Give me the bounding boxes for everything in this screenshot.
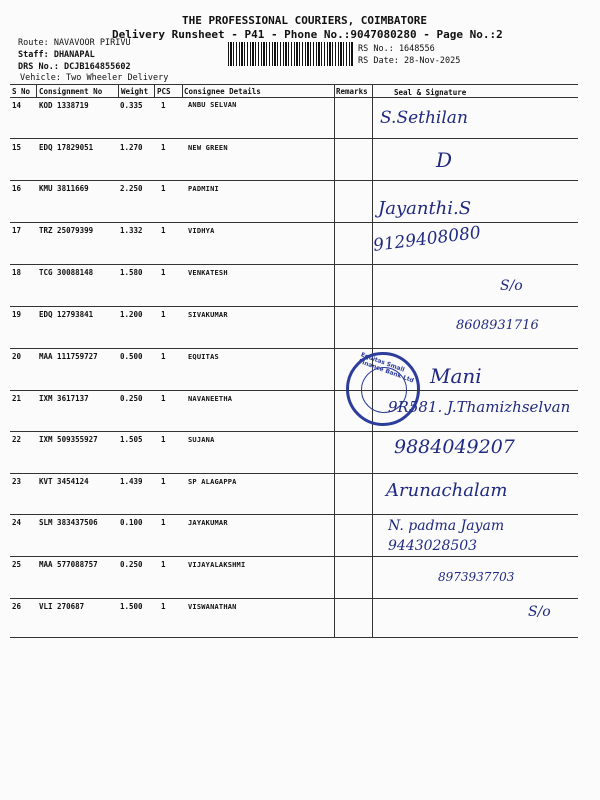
row-pcs: 1: [161, 226, 166, 235]
row-pcs: 1: [161, 477, 166, 486]
stamp-text: Equitas Small Finance Bank Ltd: [357, 351, 415, 385]
row-weight: 0.335: [120, 101, 143, 110]
col-consignment: Consignment No: [39, 87, 103, 96]
row-consignment: TCG 30088148: [39, 268, 94, 277]
col-pcs: PCS: [157, 87, 171, 96]
row-pcs: 1: [161, 143, 166, 152]
row-weight: 1.332: [120, 226, 143, 235]
row-consignee: SUJANA: [188, 436, 215, 444]
row-sno: 23: [12, 477, 22, 486]
row-signature: S/o: [500, 278, 523, 294]
row-weight: 1.505: [120, 435, 143, 444]
row-signature: Arunachalam: [386, 480, 508, 501]
row-consignment: VLI 270687: [39, 602, 85, 611]
row-consignee: VIDHYA: [188, 227, 215, 235]
row-sno: 22: [12, 435, 22, 444]
row-weight: 1.270: [120, 143, 143, 152]
row-consignee: ANBU SELVAN: [188, 101, 237, 109]
row-signature: 9129408080: [372, 222, 482, 256]
row-sno: 25: [12, 560, 22, 569]
row-weight: 1.200: [120, 310, 143, 319]
row-signature: S/o: [528, 604, 551, 620]
vehicle-label: Vehicle: Two Wheeler Delivery: [20, 73, 169, 83]
row-sno: 17: [12, 226, 22, 235]
company-name: THE PROFESSIONAL COURIERS, COIMBATORE: [182, 14, 428, 27]
row-consignment: MAA 577088757: [39, 560, 98, 569]
row-consignment: KMU 3811669: [39, 184, 89, 193]
row-sno: 20: [12, 352, 22, 361]
col-remarks: Remarks: [336, 87, 368, 96]
route-label: Route: NAVAVOOR PIRIVU: [18, 38, 131, 48]
row-consignee: VISWANATHAN: [188, 603, 237, 611]
row-consignee: VIJAYALAKSHMI: [188, 561, 246, 569]
runsheet-title: Delivery Runsheet - P41 - Phone No.:9047080280 - Page No.:2: [112, 28, 503, 41]
row-consignment: SLM 383437506: [39, 518, 98, 527]
rs-date: RS Date: 28-Nov-2025: [358, 56, 461, 66]
row-consignee: NAVANEETHA: [188, 395, 233, 403]
row-pcs: 1: [161, 352, 166, 361]
row-sno: 14: [12, 101, 22, 110]
row-pcs: 1: [161, 268, 166, 277]
row-consignee: SIVAKUMAR: [188, 311, 228, 319]
col-weight: Weight: [121, 87, 149, 96]
row-consignee: VENKATESH: [188, 269, 228, 277]
row-pcs: 1: [161, 518, 166, 527]
row-consignment: IXM 3617137: [39, 394, 89, 403]
row-signature: S.Sethilan: [380, 108, 468, 128]
row-pcs: 1: [161, 101, 166, 110]
row-weight: 1.500: [120, 602, 143, 611]
row-pcs: 1: [161, 394, 166, 403]
row-sno: 15: [12, 143, 22, 152]
row-pcs: 1: [161, 310, 166, 319]
col-consignee: Consignee Details: [184, 87, 261, 96]
row-consignment: EDQ 12793841: [39, 310, 94, 319]
row-weight: 0.500: [120, 352, 143, 361]
row-signature: N. padma Jayam 9443028503: [388, 518, 505, 554]
col-sno: S No: [12, 87, 31, 96]
row-sno: 18: [12, 268, 22, 277]
row-sno: 21: [12, 394, 22, 403]
row-consignment: MAA 111759727: [39, 352, 98, 361]
row-signature: 9R581. J.Thamizhselvan: [388, 398, 571, 416]
row-signature: 8608931716: [456, 318, 539, 333]
row-consignment: KVT 3454124: [39, 477, 89, 486]
row-weight: 1.580: [120, 268, 143, 277]
barcode: [228, 42, 354, 66]
col-signature: Seal & Signature: [394, 88, 467, 97]
row-consignee: SP ALAGAPPA: [188, 478, 237, 486]
row-signature: Mani: [430, 364, 482, 388]
row-consignment: KOD 1338719: [39, 101, 89, 110]
staff-label: Staff: DHANAPAL: [18, 50, 95, 60]
row-signature: Jayanthi.S: [378, 198, 472, 219]
row-signature: D: [436, 148, 453, 172]
row-consignee: EQUITAS: [188, 353, 219, 361]
row-consignment: IXM 509355927: [39, 435, 98, 444]
row-weight: 0.100: [120, 518, 143, 527]
row-weight: 0.250: [120, 560, 143, 569]
row-consignee: NEW GREEN: [188, 144, 228, 152]
row-sno: 24: [12, 518, 22, 527]
row-pcs: 1: [161, 602, 166, 611]
row-consignment: TRZ 25079399: [39, 226, 94, 235]
row-consignee: JAYAKUMAR: [188, 519, 228, 527]
row-signature: 9884049207: [394, 436, 515, 458]
row-sno: 16: [12, 184, 22, 193]
row-signature: 8973937703: [438, 570, 515, 584]
row-pcs: 1: [161, 435, 166, 444]
row-weight: 1.439: [120, 477, 143, 486]
row-sno: 19: [12, 310, 22, 319]
row-consignment: EDQ 17829051: [39, 143, 94, 152]
drs-number: DRS No.: DCJB164855602: [18, 62, 131, 72]
row-weight: 2.250: [120, 184, 143, 193]
row-consignee: PADMINI: [188, 185, 219, 193]
row-weight: 0.250: [120, 394, 143, 403]
row-pcs: 1: [161, 184, 166, 193]
rs-number: RS No.: 1648556: [358, 44, 435, 54]
row-pcs: 1: [161, 560, 166, 569]
row-sno: 26: [12, 602, 22, 611]
